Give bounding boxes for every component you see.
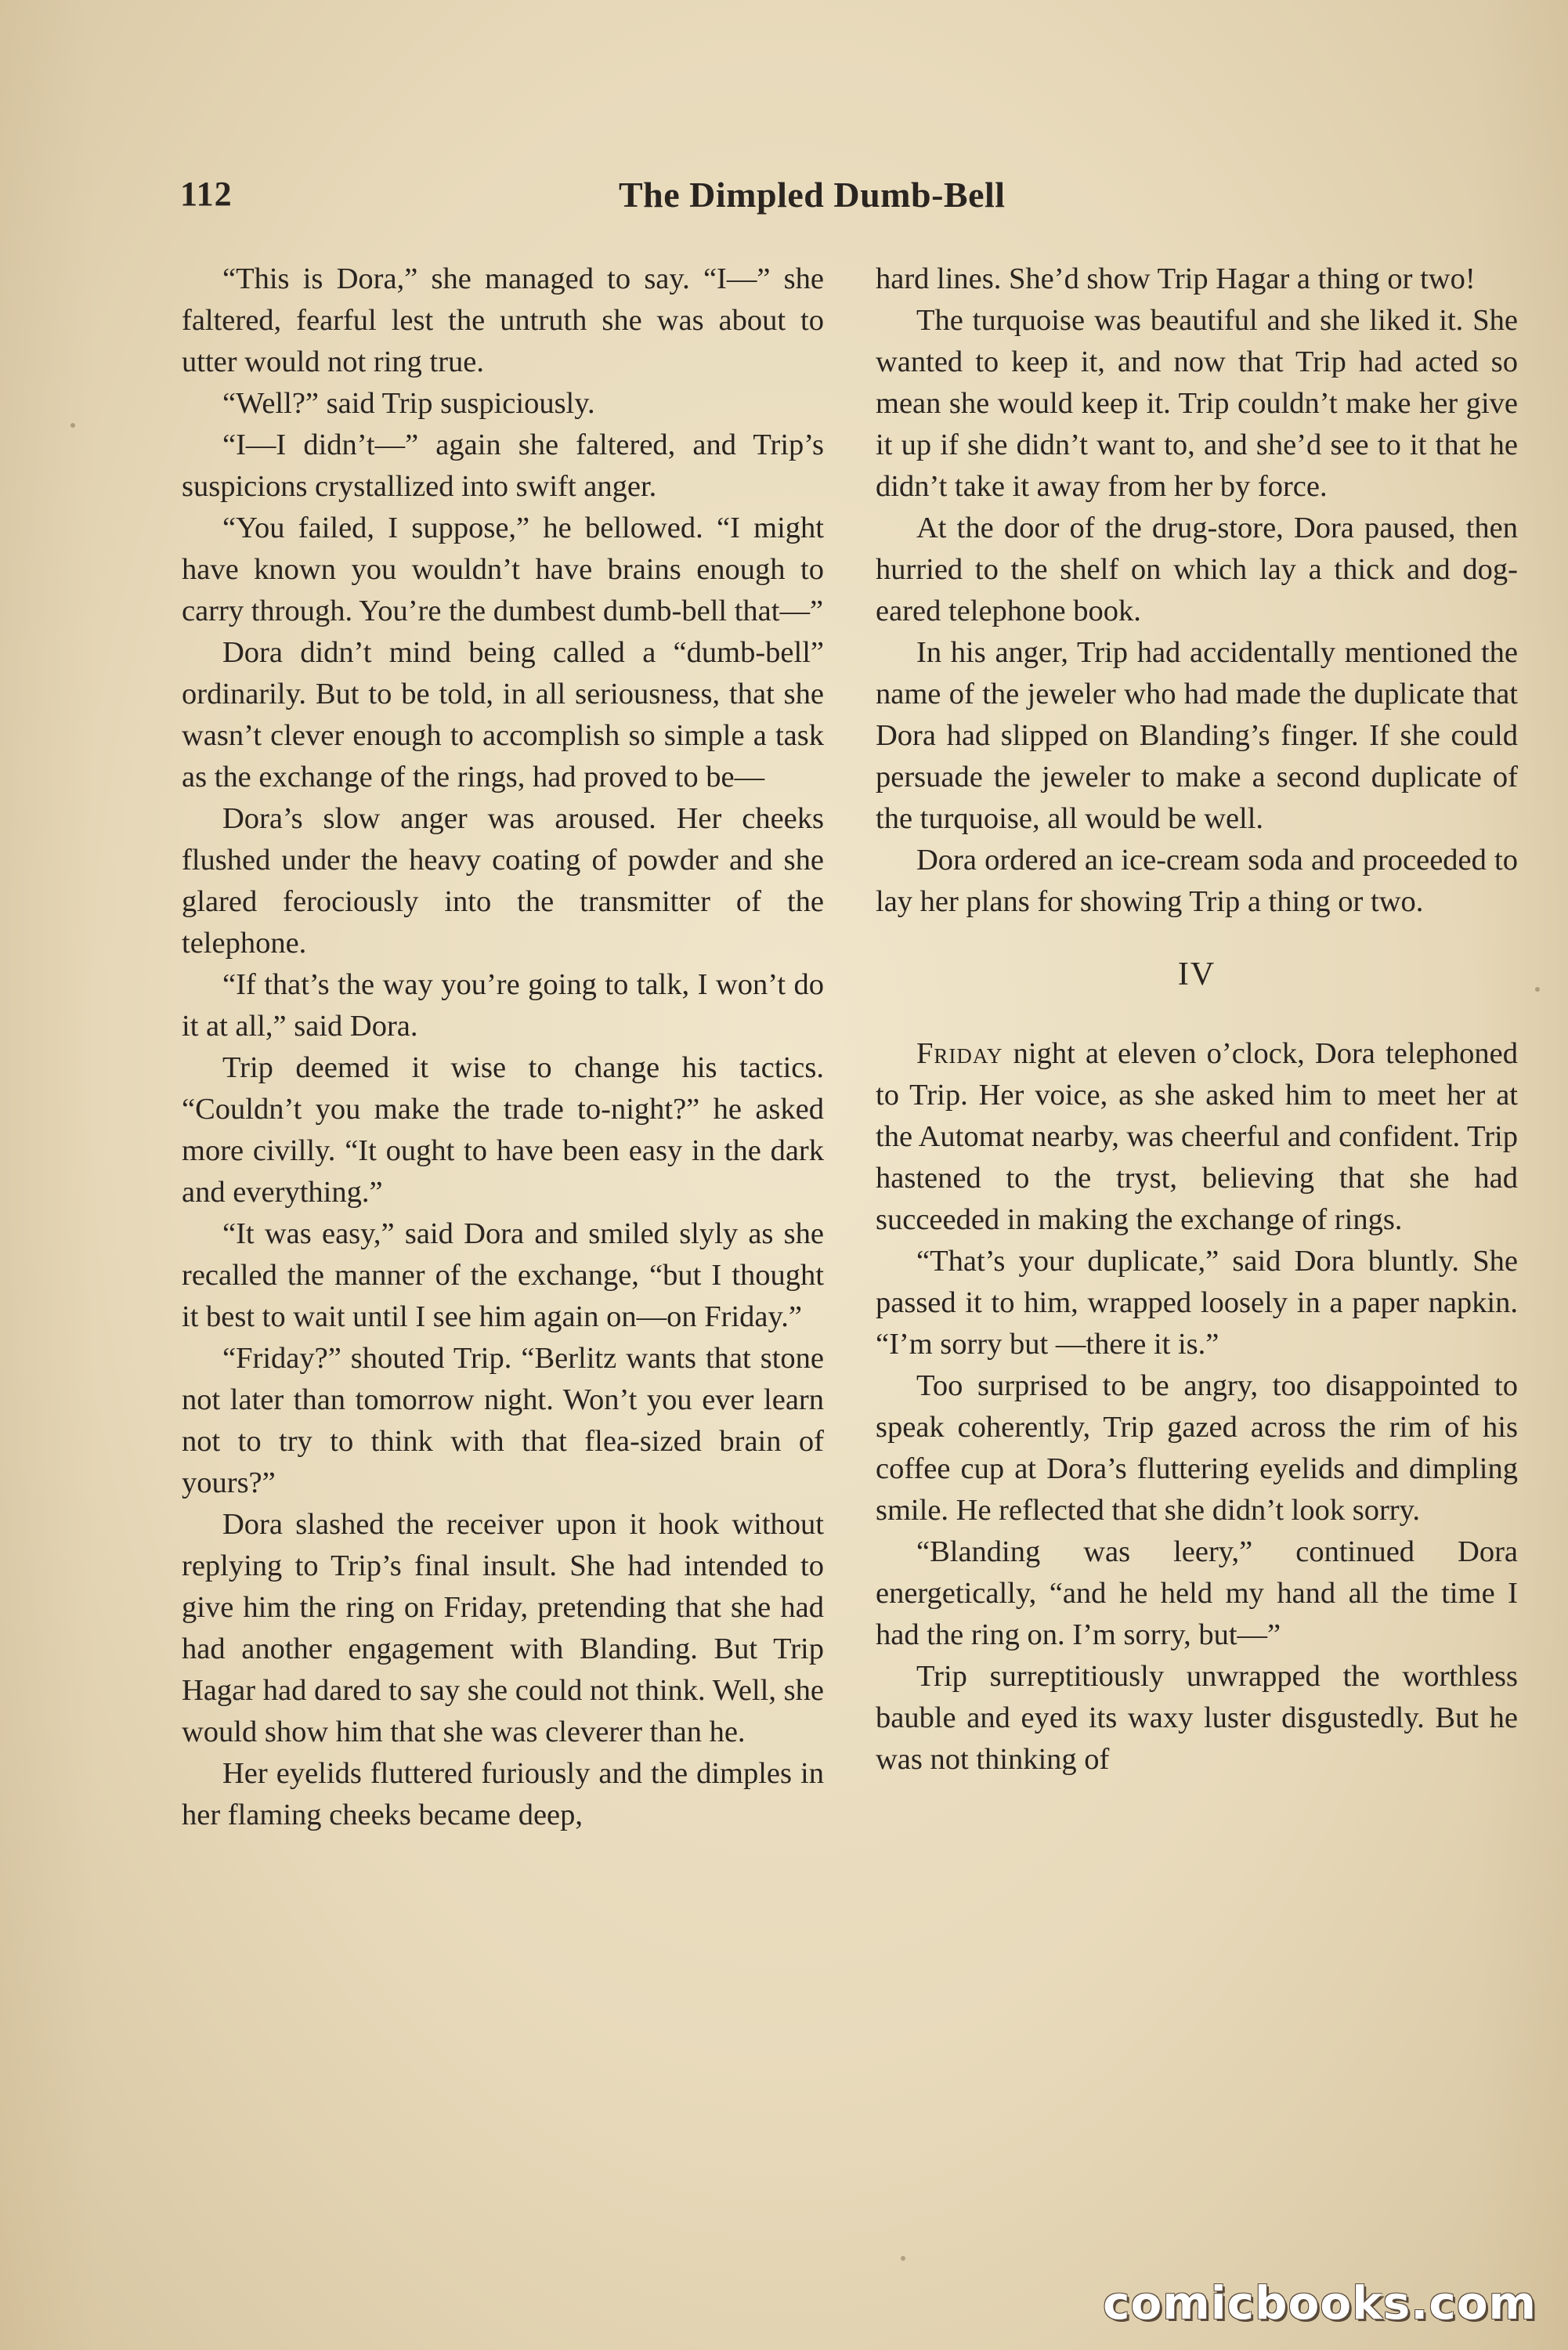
paragraph: “You failed, I suppose,” he bellowed. “I might have known you wouldn’t have brains enough to carry through. You’re the dumbest dumb-bell that—” — [182, 512, 824, 627]
paragraph: At the door of the drug-store, Dora paused, then hurried to the shelf on which lay a thick and dog-eared telephone book. — [876, 512, 1518, 627]
left-column — [182, 258, 824, 1836]
paper-speck — [70, 423, 75, 428]
paragraph: Dora ordered an ice-cream soda and proceeded to lay her plans for showing Trip a thing or two. — [876, 844, 1518, 918]
paragraph: “This is Dora,” she managed to say. “I—” she faltered, fearful lest the untruth she was about to utter would not ring true. — [182, 262, 824, 378]
paragraph-text: night at eleven o’clock, Dora telephoned to Trip. Her voice, as she asked him to meet her at the Automat nearby, was cheerful and confident. Trip hastened to the tryst, believing that she had succeeded in making the exchange of rings. — [876, 1037, 1518, 1236]
paragraph: Trip surreptitiously unwrapped the worthless bauble and eyed its waxy luster disgustedly. But he was not thinking of — [876, 1660, 1518, 1776]
paragraph: “I—I didn’t—” again she faltered, and Trip’s suspicions crystallized into swift anger. — [182, 428, 824, 503]
paragraph: “If that’s the way you’re going to talk, I won’t do it at all,” said Dora. — [182, 968, 824, 1043]
paragraph: hard lines. She’d show Trip Hagar a thing or two! — [876, 262, 1476, 295]
small-caps-opening: Friday — [916, 1037, 1003, 1070]
paragraph: “Well?” said Trip suspiciously. — [222, 387, 595, 420]
paragraph: Trip deemed it wise to change his tactics. “Couldn’t you make the trade to-night?” he asked more civilly. “It ought to have been easy in the dark and everything.” — [182, 1051, 824, 1209]
right-column-lower — [876, 1033, 1518, 1781]
paragraph: “Friday?” shouted Trip. “Berlitz wants that stone not later than tomorrow night. Won’t you ever learn not to try to think with that flea-sized brain of yours?” — [182, 1342, 824, 1499]
paragraph: “That’s your duplicate,” said Dora bluntly. She passed it to him, wrapped loosely in a paper napkin. “I’m sorry but —there it is.” — [876, 1245, 1518, 1361]
paragraph: Her eyelids fluttered furiously and the dimples in her flaming cheeks became deep, — [182, 1757, 824, 1831]
page-title: The Dimpled Dumb-Bell — [619, 175, 1006, 215]
right-column-upper — [876, 258, 1518, 923]
right-column — [876, 258, 1518, 1781]
paragraph — [876, 1033, 1518, 1241]
paragraph: The turquoise was beautiful and she liked it. She wanted to keep it, and now that Trip had acted so mean she would keep it. Trip couldn’t make her give it up if she didn’t want to, and she’d see to it that he didn’t take it away from her by force. — [876, 304, 1518, 503]
paragraph: Dora’s slow anger was aroused. Her cheeks flushed under the heavy coating of powder and she glared ferociously into the transmitter of the telephone. — [182, 802, 824, 960]
paragraph: In his anger, Trip had accidentally mentioned the name of the jeweler who had made the duplicate that Dora had slipped on Blanding’s finger. If she could persuade the jeweler to make a second duplicate of the turquoise, all would be well. — [876, 636, 1518, 835]
paragraph: Dora didn’t mind being called a “dumb-bell” ordinarily. But to be told, in all seriousness, that she wasn’t clever enough to accomplish so simple a task as the exchange of the rings, had proved to be— — [182, 636, 824, 794]
paper-speck — [901, 2256, 905, 2261]
page-number: 112 — [180, 175, 233, 213]
paragraph: Too surprised to be angry, too disappointed to speak coherently, Trip gazed across the rim of his coffee cup at Dora’s fluttering eyelids and dimpling smile. He reflected that she didn’t look sorry. — [876, 1369, 1518, 1527]
running-head — [180, 174, 1512, 229]
paragraph: “It was easy,” said Dora and smiled slyly as she recalled the manner of the exchange, “but I thought it best to wait until I see him again on—on Friday.” — [182, 1217, 824, 1333]
watermark-logo: comicbooks.com — [1103, 2276, 1537, 2330]
paper-speck — [1535, 987, 1540, 992]
paragraph: Dora slashed the receiver upon it hook without replying to Trip’s final insult. She had intended to give him the ring on Friday, pretending that she had had another engagement with Blanding. But Trip Hagar had dared to say she could not think. Well, she would show him that she was cleverer than he. — [182, 1508, 824, 1748]
section-heading: IV — [1177, 956, 1216, 992]
paragraph: “Blanding was leery,” continued Dora energetically, “and he held my hand all the time I had the ring on. I’m sorry, but—” — [876, 1535, 1518, 1651]
